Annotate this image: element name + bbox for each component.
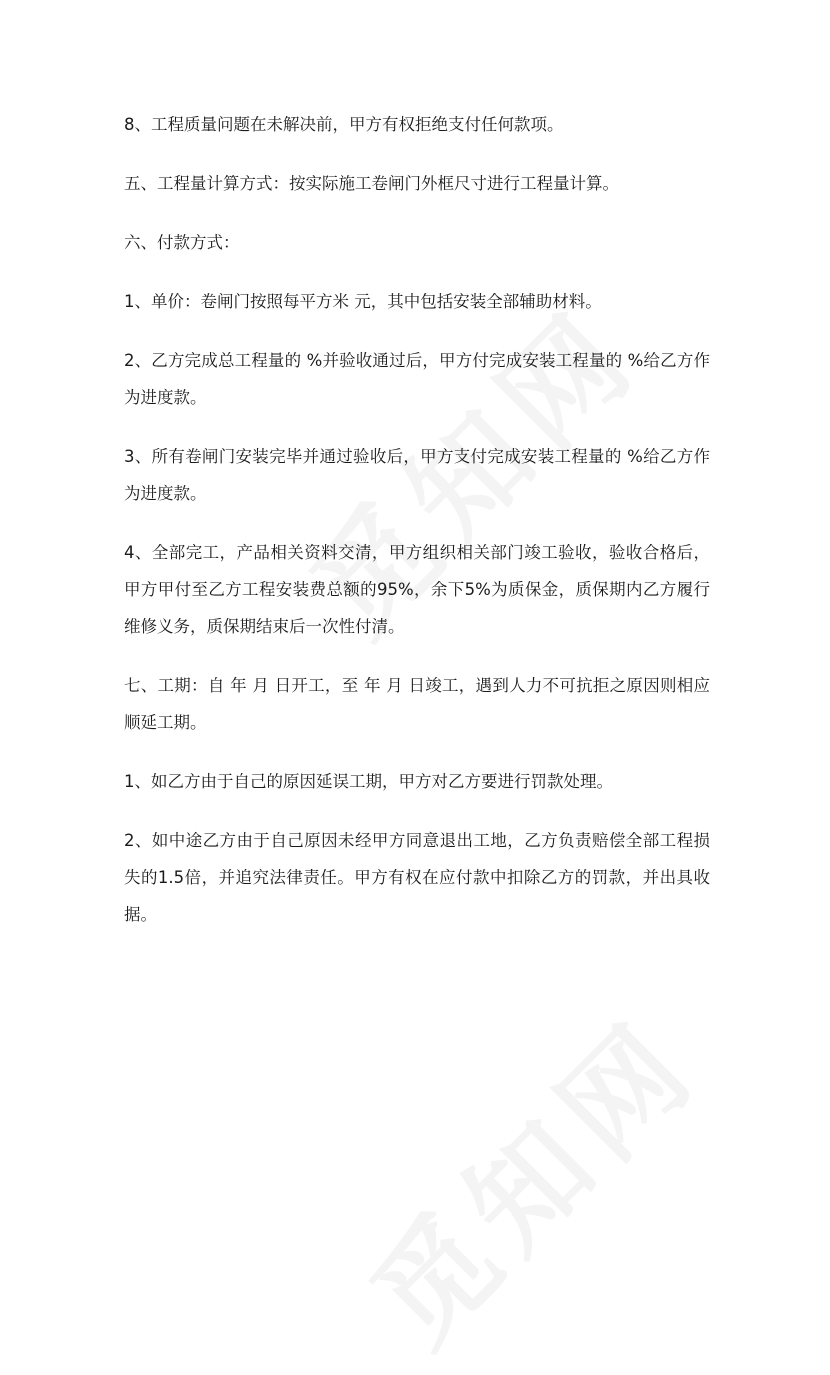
paragraph-progress-payment-1: 2、乙方完成总工程量的 %并验收通过后，甲方付完成安装工程量的 %给乙方作为进度款。 [124, 351, 710, 407]
paragraph-withdrawal-penalty: 2、如中途乙方由于自己原因未经甲方同意退出工地，乙方负责赔偿全部工程损失的1.5倍，并追究法律责任。甲方有权在应付款中扣除乙方的罚款，并出具收据。 [124, 831, 710, 924]
heading-quantity-calculation: 五、工程量计算方式：按实际施工卷闸门外框尺寸进行工程量计算。 [124, 174, 619, 193]
paragraph-unit-price: 1、单价：卷闸门按照每平方米 元，其中包括安装全部辅助材料。 [124, 292, 602, 311]
paragraph-delay-penalty: 1、如乙方由于自己的原因延误工期，甲方对乙方要进行罚款处理。 [124, 772, 613, 791]
heading-payment-method: 六、付款方式： [124, 233, 240, 252]
paragraph-final-acceptance: 4、全部完工，产品相关资料交清，甲方组织相关部门竣工验收，验收合格后，甲方甲付至乙方工程安装费总额的95%，余下5%为质保金，质保期内乙方履行维修义务，质保期结束后一次性付清。 [124, 543, 710, 636]
heading-construction-period: 七、工期：自 年 月 日开工，至 年 月 日竣工，遇到人力不可抗拒之原因则相应顺延工期。 [124, 676, 710, 732]
document-body [124, 106, 710, 955]
paragraph-quality-issue: 8、工程质量问题在未解决前，甲方有权拒绝支付任何款项。 [124, 115, 564, 134]
paragraph-progress-payment-2: 3、所有卷闸门安装完毕并通过验收后，甲方支付完成安装工程量的 %给乙方作为进度款。 [124, 447, 710, 503]
watermark-bottom [328, 975, 728, 1375]
